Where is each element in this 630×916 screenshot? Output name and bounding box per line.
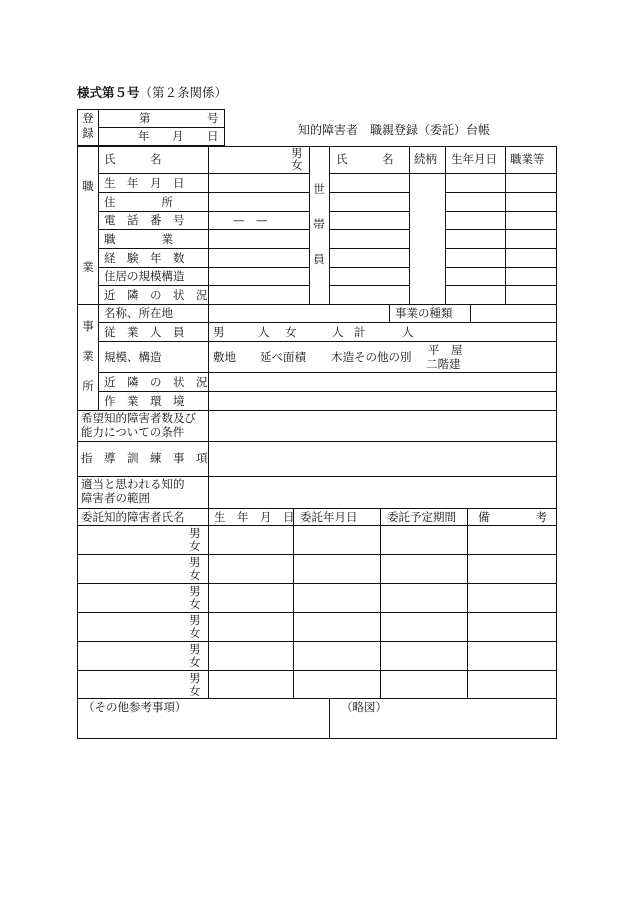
business-name-address-label: 名称、所在地 bbox=[104, 306, 173, 320]
business-side-label-3: 所 bbox=[82, 379, 94, 393]
registration-number-prefix: 第 bbox=[139, 111, 151, 125]
business-scale-wood-other: 木造その他の別 bbox=[331, 350, 412, 364]
household-side-label-2: 帯 bbox=[313, 217, 325, 231]
occupation-field-address: 住 所 bbox=[104, 195, 173, 209]
occupation-side-label-2: 業 bbox=[82, 260, 94, 274]
entrusted-row-male: 男 bbox=[189, 584, 201, 598]
occupation-field-occupation: 職 業 bbox=[104, 232, 173, 246]
occupation-field-experience: 経 験 年 数 bbox=[104, 251, 185, 265]
registration-date-day: 日 bbox=[207, 129, 219, 143]
entrusted-row-female: 女 bbox=[189, 539, 201, 553]
business-scale-flat: 平 屋 bbox=[428, 343, 463, 357]
occupation-field-housing: 住居の規模構造 bbox=[104, 269, 185, 283]
household-header-birthdate: 生年月日 bbox=[451, 152, 497, 166]
entrusted-row-male: 男 bbox=[189, 526, 201, 540]
household-side-label-3: 員 bbox=[313, 252, 325, 266]
entrusted-row-female: 女 bbox=[189, 568, 201, 582]
occupation-name-label: 氏 名 bbox=[104, 152, 162, 166]
entrusted-row-female: 女 bbox=[189, 597, 201, 611]
registration-number-suffix: 号 bbox=[207, 111, 219, 125]
registration-date-year: 年 bbox=[138, 129, 150, 143]
entrusted-row-male: 男 bbox=[189, 613, 201, 627]
map-label: （略図） bbox=[341, 700, 387, 714]
business-employees-person-1: 人 bbox=[258, 325, 270, 339]
occupation-phone-placeholder: — — bbox=[233, 213, 268, 227]
business-employees-label: 従 業 人 員 bbox=[104, 325, 185, 339]
registration-label-bottom: 録 bbox=[82, 126, 94, 140]
entrusted-header-birthdate: 生 年 月 日 bbox=[214, 510, 295, 524]
guidance-training-label: 指 導 訓 練 事 項 bbox=[81, 451, 208, 465]
business-scale-site: 敷地 bbox=[213, 350, 236, 364]
suitable-range-label-1: 適当と思われる知的 bbox=[81, 477, 185, 491]
business-side-label-2: 業 bbox=[82, 349, 94, 363]
entrusted-row-female: 女 bbox=[189, 626, 201, 640]
entrusted-header-entrust-date: 委託年月日 bbox=[300, 510, 358, 524]
form-title bbox=[77, 83, 227, 101]
business-neighborhood-label: 近 隣 の 状 況 bbox=[104, 375, 208, 389]
occupation-field-birthdate: 生 年 月 日 bbox=[104, 176, 185, 190]
business-side-label-1: 事 bbox=[82, 319, 94, 333]
business-employees-female: 女 bbox=[285, 325, 297, 339]
business-scale-label: 規模、構造 bbox=[104, 350, 162, 364]
entrusted-header-period: 委託予定期間 bbox=[387, 510, 456, 524]
entrusted-row-male: 男 bbox=[189, 671, 201, 685]
form-number: 様式第５号 bbox=[77, 85, 140, 100]
entrusted-header-name: 委託知的障害者氏名 bbox=[81, 510, 185, 524]
ledger-title: 知的障害者 職親登録（委託）台帳 bbox=[298, 123, 491, 137]
business-type-label: 事業の種類 bbox=[395, 306, 453, 320]
household-header-occupation: 職業等 bbox=[510, 152, 545, 166]
occupation-sex-male: 男 bbox=[291, 146, 303, 160]
business-employees-male: 男 bbox=[213, 325, 225, 339]
desired-conditions-label-1: 希望知的障害者数及び bbox=[81, 411, 196, 425]
entrusted-header-remarks: 備 考 bbox=[478, 510, 547, 524]
entrusted-row-male: 男 bbox=[189, 555, 201, 569]
occupation-field-neighborhood: 近 隣 の 状 況 bbox=[104, 288, 208, 302]
business-scale-floor-area: 延べ面積 bbox=[260, 350, 306, 364]
registration-label-top: 登 bbox=[82, 111, 94, 125]
business-employees-person-2: 人 bbox=[332, 325, 344, 339]
business-work-env-label: 作 業 環 境 bbox=[104, 394, 185, 408]
other-notes-label: （その他参考事項） bbox=[83, 700, 187, 714]
entrusted-row-female: 女 bbox=[189, 655, 201, 669]
form-reference: （第２条関係） bbox=[139, 85, 228, 100]
desired-conditions-label-2: 能力についての条件 bbox=[81, 425, 185, 439]
household-header-name: 氏 名 bbox=[336, 152, 394, 166]
suitable-range-label-2: 障害者の範囲 bbox=[81, 491, 150, 505]
registration-date-month: 月 bbox=[172, 129, 184, 143]
household-header-relationship: 続柄 bbox=[414, 152, 437, 166]
entrusted-row-female: 女 bbox=[189, 684, 201, 698]
business-scale-two-story: 二階建 bbox=[426, 357, 461, 371]
business-employees-person-3: 人 bbox=[402, 325, 414, 339]
entrusted-row-male: 男 bbox=[189, 642, 201, 656]
occupation-field-phone: 電 話 番 号 bbox=[104, 213, 185, 227]
occupation-side-label-1: 職 bbox=[82, 179, 94, 193]
business-employees-total: 計 bbox=[354, 325, 366, 339]
occupation-sex-female: 女 bbox=[291, 158, 303, 172]
household-side-label-1: 世 bbox=[313, 182, 325, 196]
